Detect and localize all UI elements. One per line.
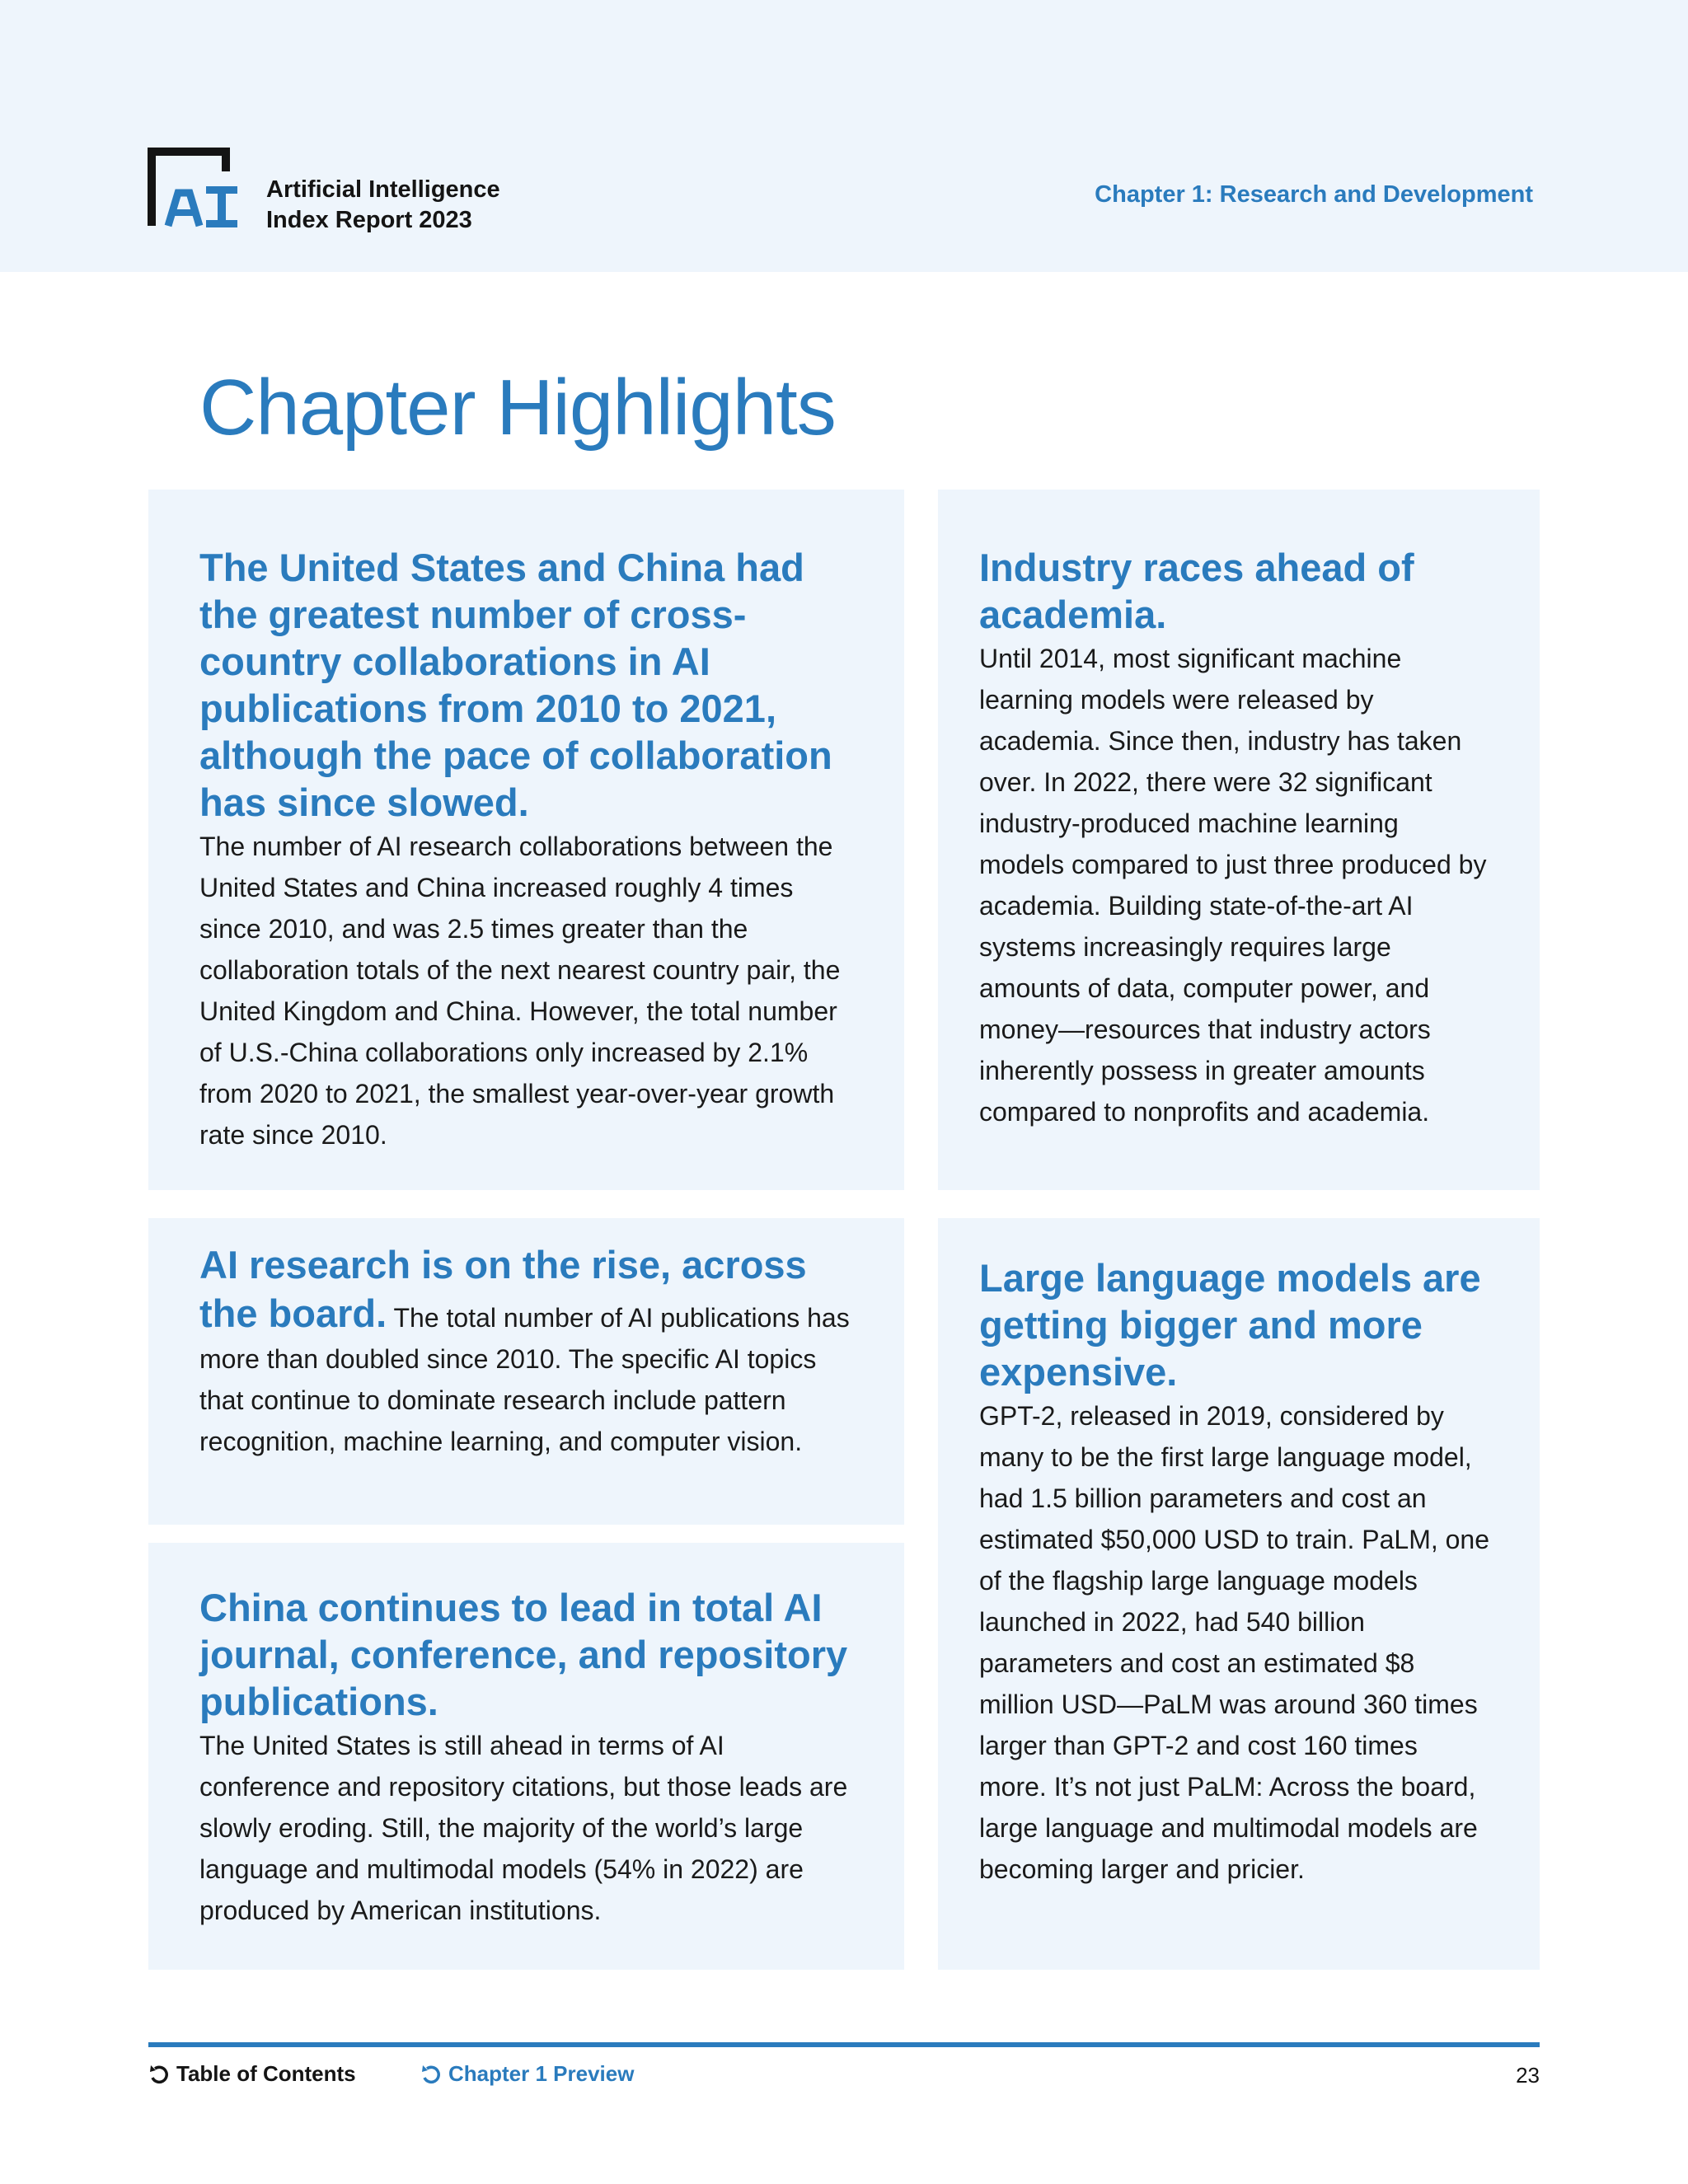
- card-body: The number of AI research collaborations between the United States and China increased roughly 4 times since 2010, and was 2.5 times greater than the collaboration totals of the next nearest country pair, the United Kingdom and China. However, the total number of U.S.-China collaborations only increased by 2.1% from 2020 to 2021, the smallest year-over-year growth rate since 2010.: [199, 832, 841, 1150]
- card-body: The total number of AI publications has more than doubled since 2010. The specific AI topics that continue to dominate research include pattern recognition, machine learning, and computer vision.: [199, 1303, 850, 1456]
- highlight-card-collaborations: [148, 490, 904, 1190]
- highlight-card-industry: [938, 490, 1540, 1190]
- chapter-preview-link[interactable]: [420, 2061, 634, 2087]
- report-title: [266, 175, 500, 236]
- card-heading: The United States and China had the greatest number of cross-country collaborations in AI publications from 2010 to 2021, although the pace of collaboration has since slowed.: [199, 546, 832, 824]
- card-heading: China continues to lead in total AI journal, conference, and repository publications.: [199, 1586, 848, 1723]
- card-heading: Large language models are getting bigger and more expensive.: [979, 1256, 1481, 1394]
- return-arrow-icon: [148, 2064, 170, 2085]
- card-body: Until 2014, most significant machine learning models were released by academia. Since then, industry has taken over. In 2022, there were 32 significant industry-produced machine learning models compared to just three produced by academia. Building state-of-the-art AI systems increasingly requires large amounts of data, computer power, and money—resources that industry actors inherently possess in greater amounts compared to nonprofits and academia.: [979, 644, 1487, 1127]
- toc-label: Table of Contents: [176, 2061, 356, 2086]
- report-title-line1: Artificial Intelligence: [266, 176, 500, 203]
- highlight-card-research-rise: [148, 1218, 904, 1525]
- highlight-card-llm: [938, 1218, 1540, 1970]
- card-body: The United States is still ahead in terms of AI conference and repository citations, but those leads are slowly eroding. Still, the majority of the world’s large language and multimodal models (54% in 2022) are produced by American institutions.: [199, 1731, 848, 1925]
- chapter-reference: Chapter 1: Research and Development: [1095, 181, 1533, 208]
- ai-index-logo: [147, 147, 239, 231]
- report-title-line2: Index Report 2023: [266, 207, 472, 233]
- page-number: 23: [1516, 2063, 1540, 2088]
- card-heading: Industry races ahead of academia.: [979, 546, 1414, 636]
- table-of-contents-link[interactable]: [148, 2061, 356, 2087]
- page-title: Chapter Highlights: [199, 363, 836, 452]
- chapter-preview-label: Chapter 1 Preview: [448, 2061, 635, 2086]
- header-band: [0, 0, 1688, 272]
- return-arrow-icon: [420, 2064, 442, 2085]
- card-heading: AI research is on the rise, across the board.: [199, 1243, 807, 1335]
- card-body: GPT-2, released in 2019, considered by many to be the first large language model, had 1.5 billion parameters and cost an estimated $50,000 USD to train. PaLM, one of the flagship large language models launched in 2022, had 540 billion parameters and cost an estimated $8 million USD—PaLM was around 360 times larger than GPT-2 and cost 160 times more. It’s not just PaLM: Across the board, large language and multimodal models are becoming larger and pricier.: [979, 1401, 1490, 1884]
- highlight-card-china-lead: [148, 1543, 904, 1970]
- footer-divider: [148, 2042, 1540, 2047]
